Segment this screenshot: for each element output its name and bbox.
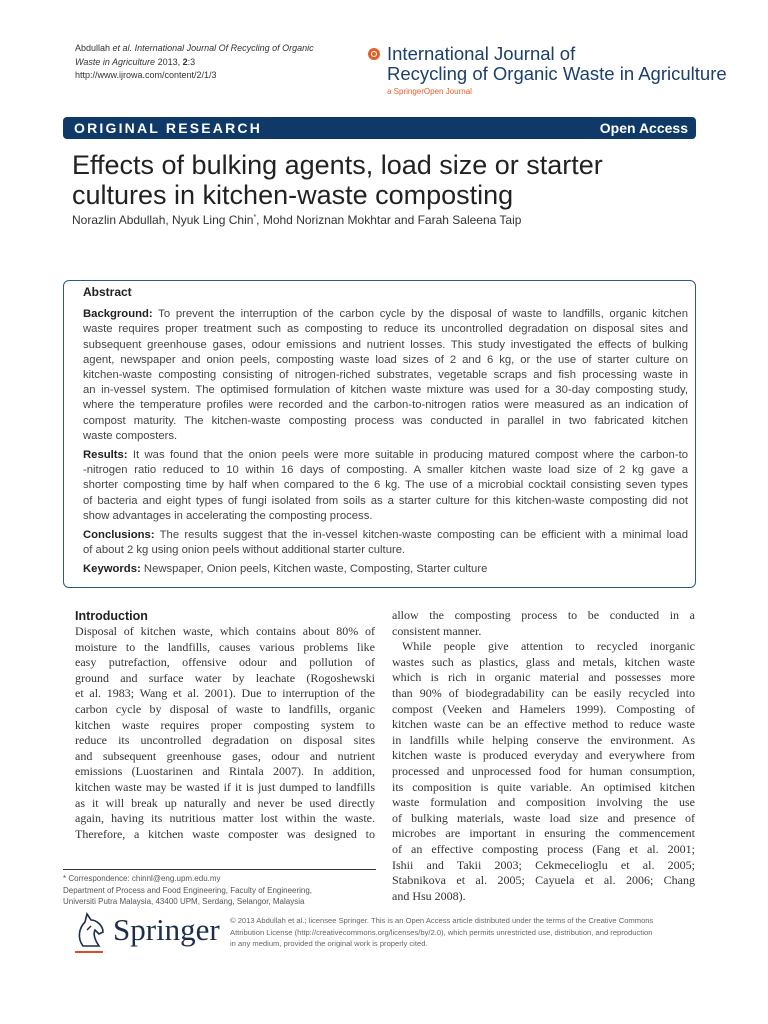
title-line: cultures in kitchen-waste composting <box>72 180 514 210</box>
text-line: which is rich in organic material and possesses more <box>392 670 695 685</box>
text-line: again, having its nutritious matter lost within the waste. <box>75 811 375 826</box>
text-line <box>83 307 688 322</box>
citation-journal: International Journal Of Recycling of Organic <box>134 43 314 53</box>
springer-horse-icon <box>73 912 107 948</box>
text-segment: It was found that the onion peels were more suitable in producing matured compost where the carbon-to <box>127 449 688 462</box>
license-line: in any medium, provided the original work is properly cited. <box>230 939 428 948</box>
text-line: waste composters. <box>83 429 178 442</box>
text-line: kitchen waste requires proper composting system to <box>75 717 375 732</box>
citation-etal: et al. <box>112 43 133 53</box>
text-line: waste formulation and composition involving the use <box>392 795 695 810</box>
text-line: moisture to the landfills, causes various problems like <box>75 639 375 654</box>
text-line: Disposal of kitchen waste, which contains about 80% of <box>75 624 375 638</box>
section-label: Results: <box>83 449 128 462</box>
text-line: and Hsu 2008). <box>392 888 466 903</box>
text-line: wastes such as plastics, glass and metals, kitchen waste <box>392 654 695 669</box>
article-type: ORIGINAL RESEARCH <box>74 120 263 136</box>
journal-title-line1: International Journal of <box>387 43 576 64</box>
text-line: an in-vessel system. The optimised formulation of kitchen waste mixture was used for a 30-day composting study, <box>83 384 688 397</box>
springer-wordmark: Springer <box>113 912 220 947</box>
introduction-heading: Introduction <box>75 609 148 623</box>
license-line[interactable]: Attribution License (http://creativecommons.org/licenses/by/2.0), which permits unrestricted use, distribution, and reproduction <box>230 927 653 937</box>
text-line: et al. 1983; Wang et al. 2001). Due to interruption of the <box>75 686 375 701</box>
text-line: than 90% of biodegradability can be easily recycled into <box>392 685 695 700</box>
text-line: emissions (Luostarinen and Rintala 2007). In addition, <box>75 764 375 779</box>
introduction-paragraph <box>75 624 375 842</box>
keywords-text: Newspaper, Onion peels, Kitchen waste, Composting, Starter culture <box>140 563 488 576</box>
text-line: of about 2 kg using onion peels without additional starter culture. <box>83 544 406 557</box>
text-line: Stabnikova et al. 2005; Cayuela et al. 2006; Chang <box>392 873 695 888</box>
journal-subtitle: a SpringerOpen Journal <box>387 87 472 96</box>
article-type-banner <box>63 117 696 139</box>
text-line: shorter composting time by half when compared to the 6 kg. The use of a microbial cocktail consisting seven types <box>83 479 688 492</box>
text-line: Therefore, a kitchen waste composter was designed to <box>75 826 375 841</box>
text-line: of an effective composting process (Fang et al. 2001; <box>392 841 695 856</box>
affiliation: Department of Process and Food Engineering, Faculty of Engineering, <box>63 885 313 895</box>
citation-header <box>75 42 314 83</box>
abstract-box <box>63 280 696 588</box>
text-line: compost (Veeken and Hamelers 1999). Composting of <box>392 701 695 716</box>
text-line: -nitrogen ratio reduced to 10 within 16 days of composting. A smaller kitchen waste load size of 2 kg gave a <box>83 464 688 477</box>
citation-url[interactable]: http://www.ijrowa.com/content/2/1/3 <box>75 70 217 80</box>
footnote <box>63 873 312 908</box>
springer-underline <box>75 951 103 953</box>
footnote-divider <box>63 869 376 870</box>
text-line: Ishii and Takii 2003; Cekmecelioglu et al. 2005; <box>392 857 695 872</box>
introduction-paragraph <box>392 639 695 904</box>
abstract-results <box>83 448 688 524</box>
text-line: kitchen waste is produced everyday and everywhere from <box>392 748 695 763</box>
text-line: consistent manner. <box>392 623 482 638</box>
text-line: kitchen-waste composting consisting of nitrogen-riched substrates, vegetable scraps and fish processing waste in <box>83 369 688 382</box>
text-line: processed and unprocessed food for human consumption, <box>392 763 695 778</box>
text-line <box>83 528 688 543</box>
text-line: and subsequent greenhouse gases, odour and nutrient <box>75 748 375 763</box>
license-text <box>230 915 700 950</box>
corresponding-mark: * <box>253 214 257 221</box>
text-line: allow the composting process to be conducted in a <box>392 608 695 622</box>
citation-volume: 2 <box>182 56 188 67</box>
text-line: While people give attention to recycled inorganic <box>402 639 695 654</box>
text-line: where the temperature profiles were recorded and the carbon-to-nitrogen ratios were measured as an indication of <box>83 399 688 412</box>
text-line: easy putrefaction, offensive odour and pollution of <box>75 655 375 670</box>
citation-article: :3 <box>187 56 196 67</box>
text-line: waste requires proper treatment such as composting to reduce its uncontrolled degradation on disposal sites and <box>83 323 688 336</box>
affiliation: Universiti Putra Malaysia, 43400 UPM, Serdang, Selangor, Malaysia <box>63 897 305 906</box>
text-line: show advantages in accelerating the composting process. <box>83 509 373 522</box>
keywords-label: Keywords: <box>83 563 141 576</box>
citation-author: Abdullah <box>75 43 111 53</box>
text-line: its composition is quite variable. An optimised kitchen <box>392 779 695 794</box>
springer-logo <box>73 912 220 953</box>
text-line: reduce its uncontrolled degradation on disposal sites <box>75 733 375 748</box>
citation-year: 2013, <box>157 56 181 67</box>
citation-journal-2: Waste in Agriculture <box>75 56 156 67</box>
left-column <box>75 608 375 842</box>
text-line: of bacteria and eight types of fungi isolated from soils as a starter culture for this kitchen-waste composting did not <box>83 494 688 507</box>
authors-part: , Mohd Noriznan Mokhtar and Farah Saleena Taip <box>256 213 522 227</box>
text-line: subsequent greenhouse gases, odour emissions and nutrient losses. This study investigated the effects of bulking <box>83 338 688 351</box>
correspondence-email[interactable]: * Correspondence: chinnl@eng.upm.edu.my <box>63 874 221 883</box>
text-segment: To prevent the interruption of the carbon cycle by the disposal of waste to landfills, organic kitchen <box>152 308 688 321</box>
abstract-heading: Abstract <box>83 285 132 299</box>
abstract-conclusions <box>83 528 688 558</box>
authors-part: Norazlin Abdullah, Nyuk Ling Chin <box>72 213 254 227</box>
text-line <box>83 448 688 463</box>
text-line: in landfills while helping conserve the environment. As <box>392 732 695 747</box>
journal-title-line2: Recycling of Organic Waste in Agriculture <box>387 63 727 84</box>
text-segment: The results suggest that the in-vessel kitchen-waste composting can be efficient with a minimal load <box>154 529 688 542</box>
text-line: kitchen waste can be an effective method to reduce waste <box>392 717 695 732</box>
text-line: ground and surface water by leachate (Rogoshewski <box>75 670 375 685</box>
title-line: Effects of bulking agents, load size or starter <box>72 150 603 180</box>
open-access-label: Open Access <box>599 120 688 136</box>
text-line: agent, newspaper and onion peels, composting waste load sizes of 2 and 6 kg, or the use of starter culture on <box>83 353 688 366</box>
text-line: carbon cycle by disposal of waste to landfills, organic <box>75 701 375 716</box>
abstract-background <box>83 307 688 444</box>
text-line: as it will break up naturally and never be used directly <box>75 795 375 810</box>
right-column <box>392 608 695 904</box>
abstract-keywords <box>83 562 688 577</box>
text-line: compost maturity. The kitchen-waste composting process was conducted in parallel in two fabricated kitchen <box>83 414 688 427</box>
introduction-paragraph <box>392 608 695 639</box>
text-line: of bulking materials, waste load size and presence of <box>392 810 695 825</box>
section-label: Background: <box>83 308 153 321</box>
springeropen-logo-icon <box>368 48 380 60</box>
license-line: © 2013 Abdullah et al.; licensee Springer. This is an Open Access article distributed under the terms of the Creative Commons <box>230 916 654 925</box>
authors <box>72 213 521 228</box>
text-line: kitchen waste may be wasted if it is just dumped to landfills <box>75 779 375 794</box>
article-title <box>72 150 603 210</box>
section-label: Conclusions: <box>83 529 155 542</box>
text-line: microbes are important in ensuring the commencement <box>392 826 695 841</box>
